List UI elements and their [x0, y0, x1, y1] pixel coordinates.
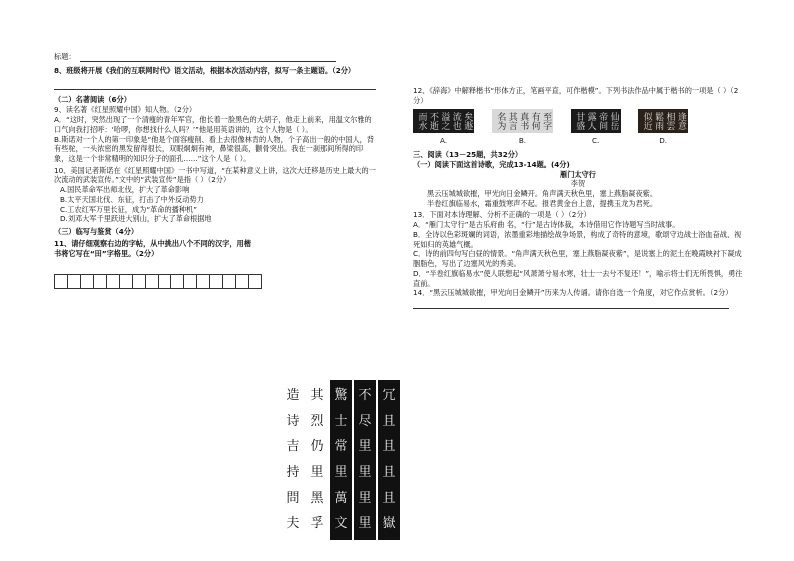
- sample-text: 矣遯: [462, 112, 473, 131]
- copybook-char: 仍: [310, 439, 324, 455]
- copybook-column: [282, 380, 304, 540]
- right-column: [413, 86, 743, 309]
- copybook-char: 里: [358, 465, 372, 481]
- sample-text: 仙岳: [608, 112, 619, 131]
- calligraphy-area: [54, 238, 396, 532]
- grid-cell[interactable]: [159, 275, 172, 288]
- calligraphy-copybook: [282, 380, 400, 540]
- title-label: 标题：: [54, 52, 76, 62]
- poem-intro: （一）阅读下面这首诗歌，完成13-14题。(4分): [413, 159, 570, 169]
- sample-text: 至字: [541, 112, 552, 131]
- grid-cell[interactable]: [120, 275, 133, 288]
- sample-text: 有何: [529, 112, 540, 131]
- sample-text: 流也: [450, 112, 461, 131]
- left-column: [54, 50, 396, 532]
- sample-text: 名为: [495, 112, 506, 131]
- sample-text: 甘盛: [574, 112, 585, 131]
- copybook-char: 夫: [286, 516, 300, 532]
- copybook-char: 常: [334, 439, 348, 455]
- grid-cell[interactable]: [236, 275, 249, 288]
- sample-text: 似近: [641, 112, 652, 131]
- copybook-char: 里: [334, 465, 348, 481]
- grid-cell[interactable]: [55, 275, 68, 288]
- sample-text: 鬆雨: [653, 112, 664, 131]
- grid-cell[interactable]: [210, 275, 223, 288]
- sample-text: 帝间: [597, 112, 608, 131]
- sample-text: 真书: [518, 112, 529, 131]
- poem-line-2: 半卷红旗临易水，霜重鼓寒声不起。报君黄金台上意，提携玉龙为君死。: [427, 198, 658, 208]
- sample-a[interactable]: [413, 109, 474, 146]
- copybook-char: 里: [358, 490, 372, 506]
- grid-cell[interactable]: [184, 275, 197, 288]
- grid-cell[interactable]: [81, 275, 94, 288]
- copybook-char: 吉: [286, 439, 300, 455]
- question-12: 12、《辞海》中解释楷书“形体方正，笔画平直，可作楷模”。下列书法作品中属于楷书的一项是（ ）（2分）: [413, 86, 739, 105]
- question-9-intro: 9、读名著《红星照耀中国》知人物。（2分）: [54, 105, 197, 115]
- question-9-a: A．“这时，突然出现了一个清瘦的青年军官，他长着一脸黑色的大胡子，他走上前来，用温文尔雅的口气向我打招呼：‘哈啰，你想找什么人吗？’”他是用英语讲的，这个人物是（ ）。: [54, 115, 372, 134]
- question-13-option-b: B．全诗以色彩斑斓的词语，浓墨重彩地描绘战争场景，构成了奇特的意境，歌颂守边战士浴血奋战、视死如归的英雄气概。: [413, 229, 742, 249]
- calligraphy-samples: [413, 109, 688, 146]
- copybook-char: 其: [310, 388, 324, 404]
- sample-c-image: [571, 109, 621, 133]
- sample-text: 逢意: [675, 112, 686, 131]
- question-10-option-d: D.刘邓大军千里跃进大别山，扩大了革命根据地: [60, 214, 212, 224]
- section-2-heading: （二）名著阅读（6分）: [54, 94, 131, 104]
- question-8: 8、班级将开展《我们的互联网时代》语文活动，根据本次活动内容，拟写一条主题语。（2分）: [54, 66, 356, 75]
- copybook-char: 文: [334, 516, 348, 532]
- poem-title: 雁门太守行: [560, 169, 596, 179]
- copybook-char: 且: [382, 413, 396, 429]
- question-9-b: B.斯诺对一个人的第一印象是“他是个面容瘦削、看上去很像林肯的人物，个子高出一般的中国人，背有些驼，一头浓密的黑发留得很长，双眼炯炯有神，鼻梁很高，颧骨突出。我在一刹那间所得的印象，这是一个非常精明的知识分子的面孔……”这个人是（ ）。: [54, 134, 375, 164]
- sample-text: 露人: [585, 112, 596, 131]
- copybook-char: 萬: [334, 490, 348, 506]
- sample-d-label: D.: [659, 136, 668, 146]
- copybook-column: [354, 380, 376, 540]
- question-13-option-c: C．诗的前四句写白昼的情景。“角声满天秋色里，塞上燕脂凝夜紫”，是说塞上的泥土在晚霞映衬下凝成胭脂色，写出了边塞风光的秀美。: [413, 249, 742, 269]
- copybook-char: 冗: [382, 388, 396, 404]
- copybook-char: 里: [310, 465, 324, 481]
- copybook-char: 诗: [286, 413, 300, 429]
- grid-cell[interactable]: [171, 275, 184, 288]
- grid-cell[interactable]: [249, 275, 261, 288]
- grid-cell[interactable]: [68, 275, 81, 288]
- copybook-char: 且: [382, 439, 396, 455]
- copybook-column: [306, 380, 328, 540]
- poem-line-1: 黑云压城城欲摧，甲光向日金鳞开。角声满天秋色里，塞上燕脂凝夜紫。: [427, 189, 658, 199]
- grid-cell[interactable]: [107, 275, 120, 288]
- copybook-char: 持: [286, 465, 300, 481]
- sample-b-label: B.: [518, 136, 527, 146]
- sample-c[interactable]: [571, 109, 621, 146]
- sample-c-label: C.: [592, 136, 600, 146]
- question-13-option-d: D．“半卷红旗临易水”使人联想起“风萧萧兮易水寒，壮士一去兮不复还！”，喻示将士们无所畏惧，勇往直前。: [413, 268, 743, 288]
- sample-b-image: [492, 109, 553, 133]
- tianzige-grid[interactable]: [54, 274, 262, 289]
- grid-cell[interactable]: [223, 275, 236, 288]
- section-3-heading: （三）临写与鉴赏（4分）: [54, 227, 139, 237]
- copybook-char: 不: [358, 388, 372, 404]
- copybook-char: 孚: [310, 516, 324, 532]
- question-10-option-b: B.太平天国北伐、东征，打击了中外反动势力: [60, 194, 204, 204]
- copybook-char: 嶽: [382, 516, 396, 532]
- sample-a-label: A.: [440, 136, 448, 146]
- sample-d-image: [638, 109, 688, 133]
- answer-line-8[interactable]: [54, 89, 376, 90]
- copybook-char: 黑: [310, 490, 324, 506]
- copybook-column: [378, 380, 400, 540]
- answer-line-14[interactable]: [413, 308, 729, 309]
- copybook-char: 尽: [358, 413, 372, 429]
- sample-a-image: [413, 109, 474, 133]
- title-row: [54, 50, 376, 62]
- sample-text: 而水: [416, 112, 427, 131]
- grid-cell[interactable]: [146, 275, 159, 288]
- grid-cell[interactable]: [197, 275, 210, 288]
- title-answer-line[interactable]: [80, 53, 336, 62]
- poem-author: 李贺: [570, 179, 586, 189]
- sample-text: 溢之: [439, 112, 450, 131]
- copybook-char: 士: [334, 413, 348, 429]
- sample-d[interactable]: [638, 109, 688, 146]
- copybook-char: 里: [358, 516, 372, 532]
- copybook-char: 烈: [310, 413, 324, 429]
- question-14: 14．“黑云压城城欲摧，甲光向日金鳞开”历来为人传诵。请你自选一个角度，对它作点赏析。（2分）: [413, 288, 733, 298]
- sample-b[interactable]: [492, 109, 553, 146]
- copybook-char: 問: [286, 490, 300, 506]
- sample-text: 不逝: [427, 112, 438, 131]
- question-13: 13．下面对本诗理解、分析不正确的一项是（ ）（2分）: [413, 210, 591, 220]
- sample-text: 相雲: [664, 112, 675, 131]
- question-13-option-a: A．“雁门太守行”是古乐府曲 名，“行”是古诗体裁，本诗借用它作诗题写当时战事。: [413, 220, 680, 230]
- copybook-char: 且: [382, 465, 396, 481]
- question-10-option-a: A.国民革命军出师北伐，扩大了革命影响: [60, 185, 190, 195]
- copybook-char: 驚: [334, 388, 348, 404]
- question-11: 11、请仔细观察右边的字帖，从中挑出八个不同的汉字，用楷书将它写在“田”字格里。（2分）: [54, 238, 251, 258]
- copybook-char: 里: [358, 439, 372, 455]
- question-11-block: [54, 239, 254, 289]
- question-10: 10、美国记者斯诺在《红星照耀中国》一书中写道，“在某种意义上讲，这次大迁移是历史上最大的一次流动的武装宣传。”文中的“武装宣传”是指（ ）（2分）: [54, 165, 376, 185]
- grid-cell[interactable]: [94, 275, 107, 288]
- copybook-column: [330, 380, 352, 540]
- reading-heading: 三、阅读（13－25题，共32分）: [413, 150, 523, 160]
- grid-cell[interactable]: [133, 275, 146, 288]
- sample-text: 其言: [506, 112, 517, 131]
- copybook-char: 且: [382, 490, 396, 506]
- question-10-option-c: C.工农红军万里长征，成为“革命的播种机”: [60, 204, 197, 214]
- copybook-char: 造: [286, 388, 300, 404]
